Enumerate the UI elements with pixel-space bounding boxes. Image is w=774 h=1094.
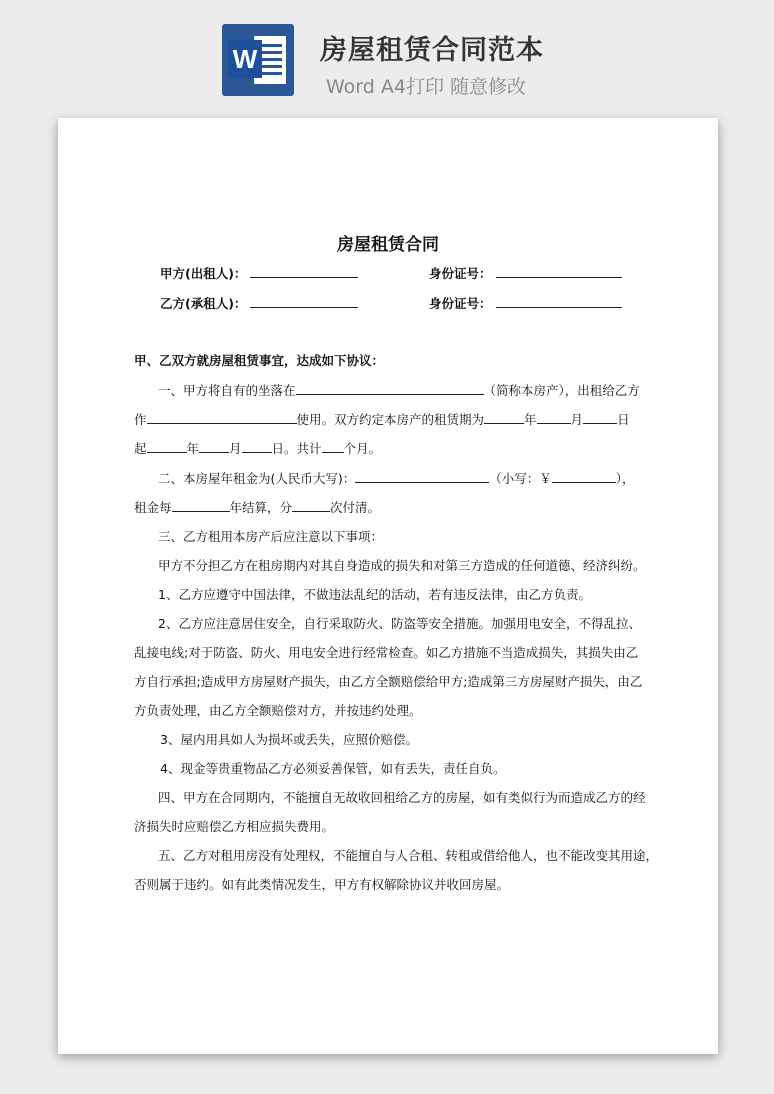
lease-day-blank[interactable] [583,410,617,424]
usage-blank[interactable] [147,410,297,424]
clause-5-line-1: 五、乙方对租用房没有处理权，不能擅自与人合租、转租或借给他人，也不能改变其用途， [158,848,659,863]
document-page [58,118,718,1054]
id-label-b: 身份证号： [429,296,492,311]
agreement-intro: 甲、乙双方就房屋租赁事宜，达成如下协议： [134,353,385,368]
party-b-label: 乙方(承租人)： [160,296,247,311]
end-day-blank[interactable] [242,439,272,453]
end-month-blank[interactable] [199,439,229,453]
banner [0,0,774,118]
party-a-id-blank[interactable] [496,264,622,278]
property-address-blank[interactable] [296,381,484,395]
party-b-field [160,294,358,312]
banner-subtitle: Word A4打印 随意修改 [326,76,527,98]
rent-uppercase-blank[interactable] [355,469,489,483]
settle-years-blank[interactable] [172,498,230,512]
word-doc-icon [222,24,294,96]
clause-1-line-1: 一、甲方将自有的坐落在 （简称本房产），出租给乙方 [158,383,640,398]
party-a-id-field [429,264,622,282]
clause-3-item-2-line-3: 方自行承担;造成甲方房屋财产损失，由乙方全额赔偿给甲方;造成第三方房屋财产损失，由乙 [134,674,643,689]
clause-3-item-1: 1、乙方应遵守中国法律，不做违法乱纪的活动，若有违反法律，由乙方负责。 [158,587,591,602]
party-a-label: 甲方(出租人)： [160,266,247,281]
installments-blank[interactable] [292,498,330,512]
id-label-a: 身份证号： [429,266,492,281]
clause-4-line-2: 济损失时应赔偿乙方相应损失费用。 [134,819,335,834]
document-title: 房屋租赁合同 [337,235,439,255]
lease-month-blank[interactable] [537,410,571,424]
logo-letter: W [228,40,262,78]
end-year-blank[interactable] [147,439,187,453]
clause-5-line-2: 否则属于违约。如有此类情况发生，甲方有权解除协议并收回房屋。 [134,877,510,892]
lease-year-blank[interactable] [484,410,524,424]
clause-3-item-2-line-2: 乱接电线;对于防盗、防火、用电安全进行经常检查。如乙方措施不当造成损失，其损失由乙 [134,645,639,660]
clause-3-item-2-line-4: 方负责处理，由乙方全额赔偿对方，并按违约处理。 [134,703,422,718]
clause-2-line-2: 租金每 年结算，分 次付清。 [134,500,381,515]
party-b-blank[interactable] [250,294,358,308]
clause-1-line-3: 起 年 月 日。共计 个月。 [134,441,382,456]
party-a-blank[interactable] [250,264,358,278]
party-a-field [160,264,358,282]
party-b-id-blank[interactable] [496,294,622,308]
clause-4-line-1: 四、甲方在合同期内，不能擅自无故收回租给乙方的房屋，如有类似行为而造成乙方的经 [158,790,646,805]
clause-1-line-2: 作 使用。双方约定本房产的租赁期为 年 月 日 [134,412,630,427]
clause-3-item-3: 3、屋内用具如人为损坏或丢失，应照价赔偿。 [160,732,418,747]
banner-title: 房屋租赁合同范本 [320,35,544,66]
clause-2-line-1: 二、本房屋年租金为(人民币大写)： （小写：￥ ）， [158,471,635,486]
clause-3-heading: 三、乙方租用本房产后应注意以下事项： [158,529,384,544]
clause-3-item-2-line-1: 2、乙方应注意居住安全，自行采取防火、防盗等安全措施。加强用电安全，不得乱拉、 [158,616,641,631]
party-b-id-field [429,294,622,312]
clause-3-paragraph: 甲方不分担乙方在租房期内对其自身造成的损失和对第三方造成的任何道德、经济纠纷。 [158,558,646,573]
clause-3-item-4: 4、现金等贵重物品乙方必须妥善保管，如有丢失，责任自负。 [160,761,506,776]
rent-amount-blank[interactable] [552,469,616,483]
total-months-blank[interactable] [322,439,344,453]
